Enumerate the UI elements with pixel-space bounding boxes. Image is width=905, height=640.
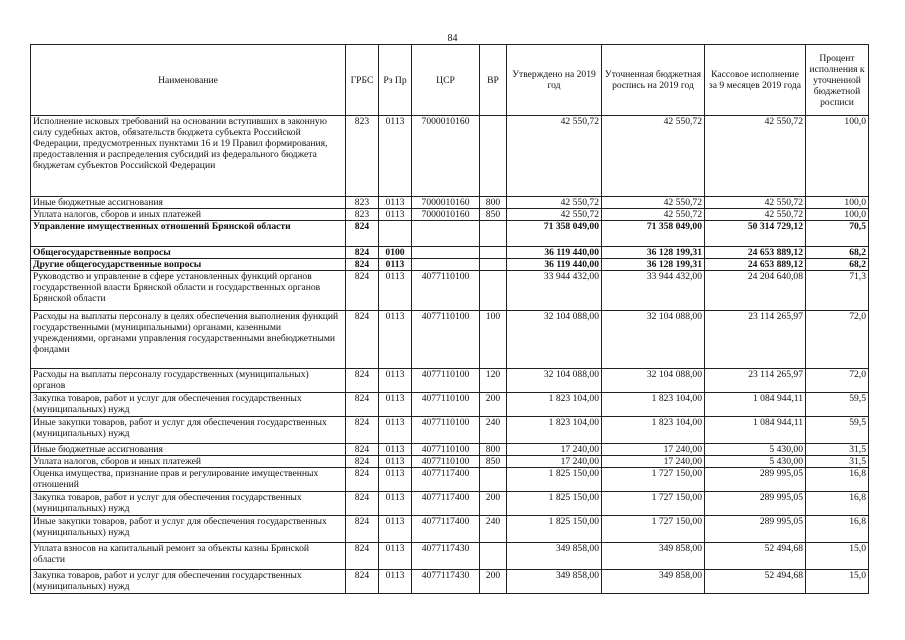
cell-refined: 1 727 150,00 (602, 468, 705, 492)
cell-vr (480, 247, 507, 259)
cell-grbs: 824 (346, 444, 379, 456)
cell-cash: 50 314 729,12 (705, 221, 806, 247)
cell-refined: 42 550,72 (602, 209, 705, 221)
cell-name: Закупка товаров, работ и услуг для обеспечения государственных (муниципальных) нужд (31, 570, 346, 594)
cell-approved: 36 119 440,00 (507, 259, 602, 271)
cell-name: Руководство и управление в сфере установленных функций органов государственной власти Брянской области и государственных органов Брянской области (31, 271, 346, 311)
cell-csr: 4077110100 (412, 271, 480, 311)
cell-rzpr: 0100 (379, 247, 412, 259)
cell-csr: 4077117400 (412, 516, 480, 543)
cell-grbs: 824 (346, 456, 379, 468)
cell-rzpr: 0113 (379, 311, 412, 369)
cell-approved: 17 240,00 (507, 456, 602, 468)
cell-rzpr: 0113 (379, 197, 412, 209)
table-row (31, 492, 869, 516)
cell-approved: 1 823 104,00 (507, 393, 602, 417)
cell-rzpr: 0113 (379, 417, 412, 444)
cell-percent: 16,8 (806, 516, 869, 543)
cell-refined: 349 858,00 (602, 570, 705, 594)
header-rzpr: Рз Пр (379, 45, 412, 116)
cell-approved: 42 550,72 (507, 209, 602, 221)
cell-csr: 4077110100 (412, 417, 480, 444)
cell-cash: 1 084 944,11 (705, 393, 806, 417)
cell-name: Иные закупки товаров, работ и услуг для обеспечения государственных (муниципальных) нужд (31, 516, 346, 543)
cell-refined: 32 104 088,00 (602, 311, 705, 369)
cell-csr (412, 221, 480, 247)
cell-vr: 200 (480, 492, 507, 516)
cell-rzpr: 0113 (379, 456, 412, 468)
cell-percent: 100,0 (806, 197, 869, 209)
table-row (31, 369, 869, 393)
cell-vr: 850 (480, 456, 507, 468)
cell-name: Расходы на выплаты персоналу в целях обеспечения выполнения функций государственными (муниципальными) органами, казенными учреждениями, органами управления государственными внебюджетными фондами (31, 311, 346, 369)
cell-rzpr: 0113 (379, 259, 412, 271)
header-name: Наименование (31, 45, 346, 116)
cell-percent: 15,0 (806, 543, 869, 570)
cell-refined: 17 240,00 (602, 444, 705, 456)
cell-refined: 42 550,72 (602, 116, 705, 197)
cell-approved: 42 550,72 (507, 197, 602, 209)
cell-percent: 16,8 (806, 468, 869, 492)
cell-refined: 42 550,72 (602, 197, 705, 209)
budget-table (30, 44, 869, 594)
cell-name: Уплата налогов, сборов и иных платежей (31, 209, 346, 221)
cell-grbs: 824 (346, 570, 379, 594)
table-header-row (31, 45, 869, 116)
cell-approved: 36 119 440,00 (507, 247, 602, 259)
cell-cash: 52 494,68 (705, 570, 806, 594)
cell-percent: 70,5 (806, 221, 869, 247)
cell-name: Уплата налогов, сборов и иных платежей (31, 456, 346, 468)
table-row (31, 116, 869, 197)
cell-approved: 1 825 150,00 (507, 516, 602, 543)
cell-rzpr: 0113 (379, 492, 412, 516)
cell-grbs: 823 (346, 197, 379, 209)
table-row (31, 570, 869, 594)
cell-approved: 349 858,00 (507, 570, 602, 594)
cell-name: Закупка товаров, работ и услуг для обеспечения государственных (муниципальных) нужд (31, 492, 346, 516)
cell-approved: 32 104 088,00 (507, 369, 602, 393)
cell-name: Исполнение исковых требований на основании вступивших в законную силу судебных актов, обязательств бюджета субъекта Российской Федерации, предусмотренных пунктами 16 и 19 Правил формирования, предоставления и распределения субсидий из федерального бюджета бюджетам субъектов Российской Федерации (31, 116, 346, 197)
cell-name: Иные закупки товаров, работ и услуг для обеспечения государственных (муниципальных) нужд (31, 417, 346, 444)
cell-approved: 349 858,00 (507, 543, 602, 570)
cell-vr: 240 (480, 417, 507, 444)
cell-approved: 1 825 150,00 (507, 468, 602, 492)
cell-rzpr (379, 221, 412, 247)
cell-name: Расходы на выплаты персоналу государственных (муниципальных) органов (31, 369, 346, 393)
cell-csr: 7000010160 (412, 197, 480, 209)
cell-rzpr: 0113 (379, 209, 412, 221)
cell-csr: 7000010160 (412, 116, 480, 197)
cell-percent: 72,0 (806, 311, 869, 369)
cell-cash: 52 494,68 (705, 543, 806, 570)
cell-name: Управление имущественных отношений Брянской области (31, 221, 346, 247)
cell-percent: 15,0 (806, 570, 869, 594)
cell-vr: 100 (480, 311, 507, 369)
cell-cash: 24 204 640,08 (705, 271, 806, 311)
table-row (31, 259, 869, 271)
cell-rzpr: 0113 (379, 116, 412, 197)
header-cash: Кассовое исполнение за 9 месяцев 2019 года (705, 45, 806, 116)
cell-csr: 4077117430 (412, 543, 480, 570)
cell-percent: 72,0 (806, 369, 869, 393)
cell-cash: 5 430,00 (705, 444, 806, 456)
cell-cash: 42 550,72 (705, 197, 806, 209)
cell-grbs: 824 (346, 516, 379, 543)
cell-refined: 36 128 199,31 (602, 247, 705, 259)
cell-csr: 7000010160 (412, 209, 480, 221)
cell-approved: 32 104 088,00 (507, 311, 602, 369)
cell-name: Общегосударственные вопросы (31, 247, 346, 259)
cell-vr: 200 (480, 570, 507, 594)
cell-csr: 4077117430 (412, 570, 480, 594)
cell-rzpr: 0113 (379, 570, 412, 594)
cell-refined: 33 944 432,00 (602, 271, 705, 311)
cell-grbs: 824 (346, 259, 379, 271)
cell-vr (480, 259, 507, 271)
cell-vr: 200 (480, 393, 507, 417)
cell-percent: 71,3 (806, 271, 869, 311)
cell-refined: 1 727 150,00 (602, 492, 705, 516)
cell-name: Закупка товаров, работ и услуг для обеспечения государственных (муниципальных) нужд (31, 393, 346, 417)
table-row (31, 444, 869, 456)
cell-percent: 68,2 (806, 259, 869, 271)
cell-csr: 4077110100 (412, 311, 480, 369)
cell-rzpr: 0113 (379, 393, 412, 417)
header-grbs: ГРБС (346, 45, 379, 116)
cell-csr: 4077110100 (412, 369, 480, 393)
cell-refined: 1 823 104,00 (602, 393, 705, 417)
cell-grbs: 823 (346, 209, 379, 221)
cell-approved: 17 240,00 (507, 444, 602, 456)
cell-rzpr: 0113 (379, 516, 412, 543)
cell-csr (412, 259, 480, 271)
table-row (31, 468, 869, 492)
cell-vr: 240 (480, 516, 507, 543)
cell-csr: 4077110100 (412, 456, 480, 468)
cell-percent: 68,2 (806, 247, 869, 259)
cell-cash: 23 114 265,97 (705, 369, 806, 393)
cell-name: Иные бюджетные ассигнования (31, 197, 346, 209)
cell-cash: 42 550,72 (705, 116, 806, 197)
cell-vr: 800 (480, 444, 507, 456)
cell-percent: 31,5 (806, 456, 869, 468)
cell-grbs: 824 (346, 492, 379, 516)
cell-csr: 4077117400 (412, 492, 480, 516)
cell-vr (480, 468, 507, 492)
cell-cash: 5 430,00 (705, 456, 806, 468)
header-refined: Уточненная бюджетная роспись на 2019 год (602, 45, 705, 116)
cell-rzpr: 0113 (379, 271, 412, 311)
cell-approved: 33 944 432,00 (507, 271, 602, 311)
table-row (31, 393, 869, 417)
cell-grbs: 824 (346, 221, 379, 247)
cell-percent: 100,0 (806, 116, 869, 197)
cell-percent: 31,5 (806, 444, 869, 456)
cell-csr: 4077110100 (412, 444, 480, 456)
table-row (31, 311, 869, 369)
header-csr: ЦСР (412, 45, 480, 116)
cell-vr: 120 (480, 369, 507, 393)
cell-grbs: 823 (346, 116, 379, 197)
cell-name: Уплата взносов на капитальный ремонт за объекты казны Брянской области (31, 543, 346, 570)
cell-grbs: 824 (346, 247, 379, 259)
cell-approved: 71 358 049,00 (507, 221, 602, 247)
cell-cash: 23 114 265,97 (705, 311, 806, 369)
cell-refined: 32 104 088,00 (602, 369, 705, 393)
cell-cash: 24 653 889,12 (705, 247, 806, 259)
cell-approved: 1 825 150,00 (507, 492, 602, 516)
table-row (31, 221, 869, 247)
cell-percent: 59,5 (806, 417, 869, 444)
cell-vr: 800 (480, 197, 507, 209)
cell-approved: 1 823 104,00 (507, 417, 602, 444)
cell-vr (480, 116, 507, 197)
header-vr: ВР (480, 45, 507, 116)
table-row (31, 456, 869, 468)
cell-rzpr: 0113 (379, 369, 412, 393)
header-percent: Процент исполнения к уточненной бюджетной росписи (806, 45, 869, 116)
cell-name: Другие общегосударственные вопросы (31, 259, 346, 271)
cell-grbs: 824 (346, 271, 379, 311)
cell-grbs: 824 (346, 369, 379, 393)
cell-refined: 36 128 199,31 (602, 259, 705, 271)
cell-cash: 289 995,05 (705, 468, 806, 492)
cell-vr (480, 221, 507, 247)
cell-percent: 100,0 (806, 209, 869, 221)
table-row (31, 271, 869, 311)
table-row (31, 417, 869, 444)
cell-cash: 42 550,72 (705, 209, 806, 221)
cell-grbs: 824 (346, 543, 379, 570)
cell-approved: 42 550,72 (507, 116, 602, 197)
cell-cash: 1 084 944,11 (705, 417, 806, 444)
cell-percent: 16,8 (806, 492, 869, 516)
table-row (31, 209, 869, 221)
cell-grbs: 824 (346, 393, 379, 417)
cell-csr (412, 247, 480, 259)
cell-cash: 289 995,05 (705, 516, 806, 543)
table-row (31, 543, 869, 570)
cell-cash: 289 995,05 (705, 492, 806, 516)
cell-cash: 24 653 889,12 (705, 259, 806, 271)
cell-name: Иные бюджетные ассигнования (31, 444, 346, 456)
cell-refined: 1 727 150,00 (602, 516, 705, 543)
cell-csr: 4077110100 (412, 393, 480, 417)
table-row (31, 516, 869, 543)
table-body (31, 116, 869, 594)
cell-refined: 349 858,00 (602, 543, 705, 570)
cell-vr (480, 271, 507, 311)
table-row (31, 197, 869, 209)
cell-refined: 1 823 104,00 (602, 417, 705, 444)
cell-csr: 4077117400 (412, 468, 480, 492)
cell-rzpr: 0113 (379, 543, 412, 570)
cell-name: Оценка имущества, признание прав и регулирование имущественных отношений (31, 468, 346, 492)
cell-rzpr: 0113 (379, 444, 412, 456)
table-row (31, 247, 869, 259)
cell-rzpr: 0113 (379, 468, 412, 492)
cell-vr (480, 543, 507, 570)
cell-refined: 71 358 049,00 (602, 221, 705, 247)
cell-grbs: 824 (346, 468, 379, 492)
header-approved: Утверждено на 2019 год (507, 45, 602, 116)
cell-vr: 850 (480, 209, 507, 221)
cell-grbs: 824 (346, 417, 379, 444)
cell-percent: 59,5 (806, 393, 869, 417)
cell-grbs: 824 (346, 311, 379, 369)
page-number: 84 (447, 33, 458, 44)
cell-refined: 17 240,00 (602, 456, 705, 468)
